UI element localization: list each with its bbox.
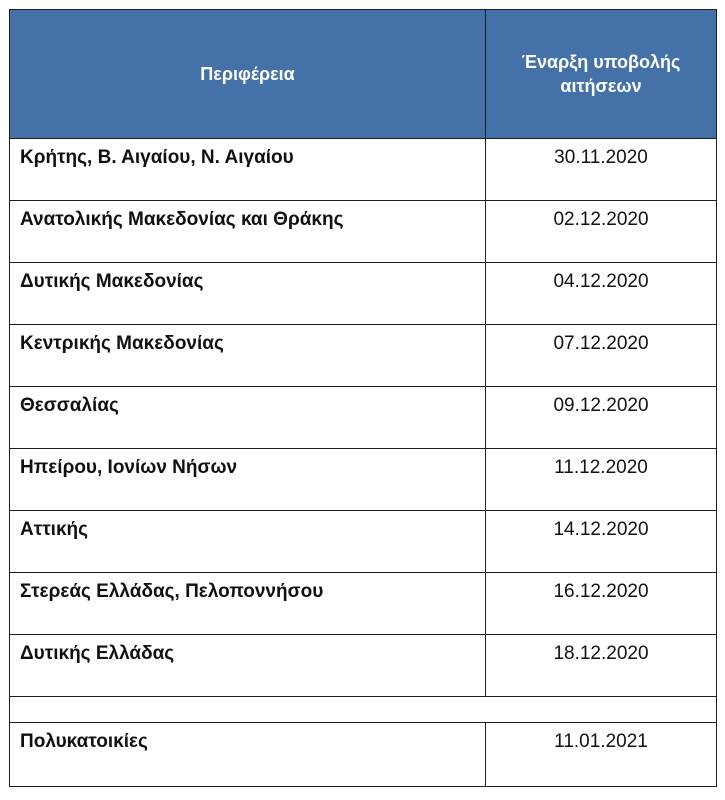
table-header-row — [10, 10, 717, 139]
date-cell: 09.12.2020 — [486, 387, 717, 449]
region-cell: Ανατολικής Μακεδονίας και Θράκης — [10, 201, 486, 263]
table-row — [10, 573, 717, 635]
start-date-column-header — [486, 10, 717, 139]
table-row — [10, 201, 717, 263]
region-column-header: Περιφέρεια — [10, 10, 486, 139]
table-row — [10, 449, 717, 511]
spacer-cell — [10, 697, 717, 723]
table-row — [10, 635, 717, 697]
start-date-header-line2: αιτήσεων — [560, 76, 642, 96]
region-cell: Πολυκατοικίες — [10, 723, 486, 787]
date-cell: 02.12.2020 — [486, 201, 717, 263]
table-row — [10, 325, 717, 387]
region-cell: Κεντρικής Μακεδονίας — [10, 325, 486, 387]
date-cell: 14.12.2020 — [486, 511, 717, 573]
date-cell: 07.12.2020 — [486, 325, 717, 387]
spacer-row — [10, 697, 717, 723]
region-cell: Δυτικής Μακεδονίας — [10, 263, 486, 325]
date-cell: 11.12.2020 — [486, 449, 717, 511]
region-cell: Ηπείρου, Ιονίων Νήσων — [10, 449, 486, 511]
region-cell: Αττικής — [10, 511, 486, 573]
table-row — [10, 263, 717, 325]
table-row-apartment-buildings — [10, 723, 717, 787]
region-cell: Στερεάς Ελλάδας, Πελοποννήσου — [10, 573, 486, 635]
date-cell: 04.12.2020 — [486, 263, 717, 325]
table-row — [10, 139, 717, 201]
region-cell: Δυτικής Ελλάδας — [10, 635, 486, 697]
date-cell: 30.11.2020 — [486, 139, 717, 201]
region-cell: Κρήτης, Β. Αιγαίου, Ν. Αιγαίου — [10, 139, 486, 201]
date-cell: 18.12.2020 — [486, 635, 717, 697]
start-date-header-line1: Έναρξη υποβολής — [521, 52, 681, 72]
date-cell: 16.12.2020 — [486, 573, 717, 635]
date-cell: 11.01.2021 — [486, 723, 717, 787]
region-cell: Θεσσαλίας — [10, 387, 486, 449]
table-row — [10, 387, 717, 449]
table-row — [10, 511, 717, 573]
schedule-table — [9, 9, 717, 787]
